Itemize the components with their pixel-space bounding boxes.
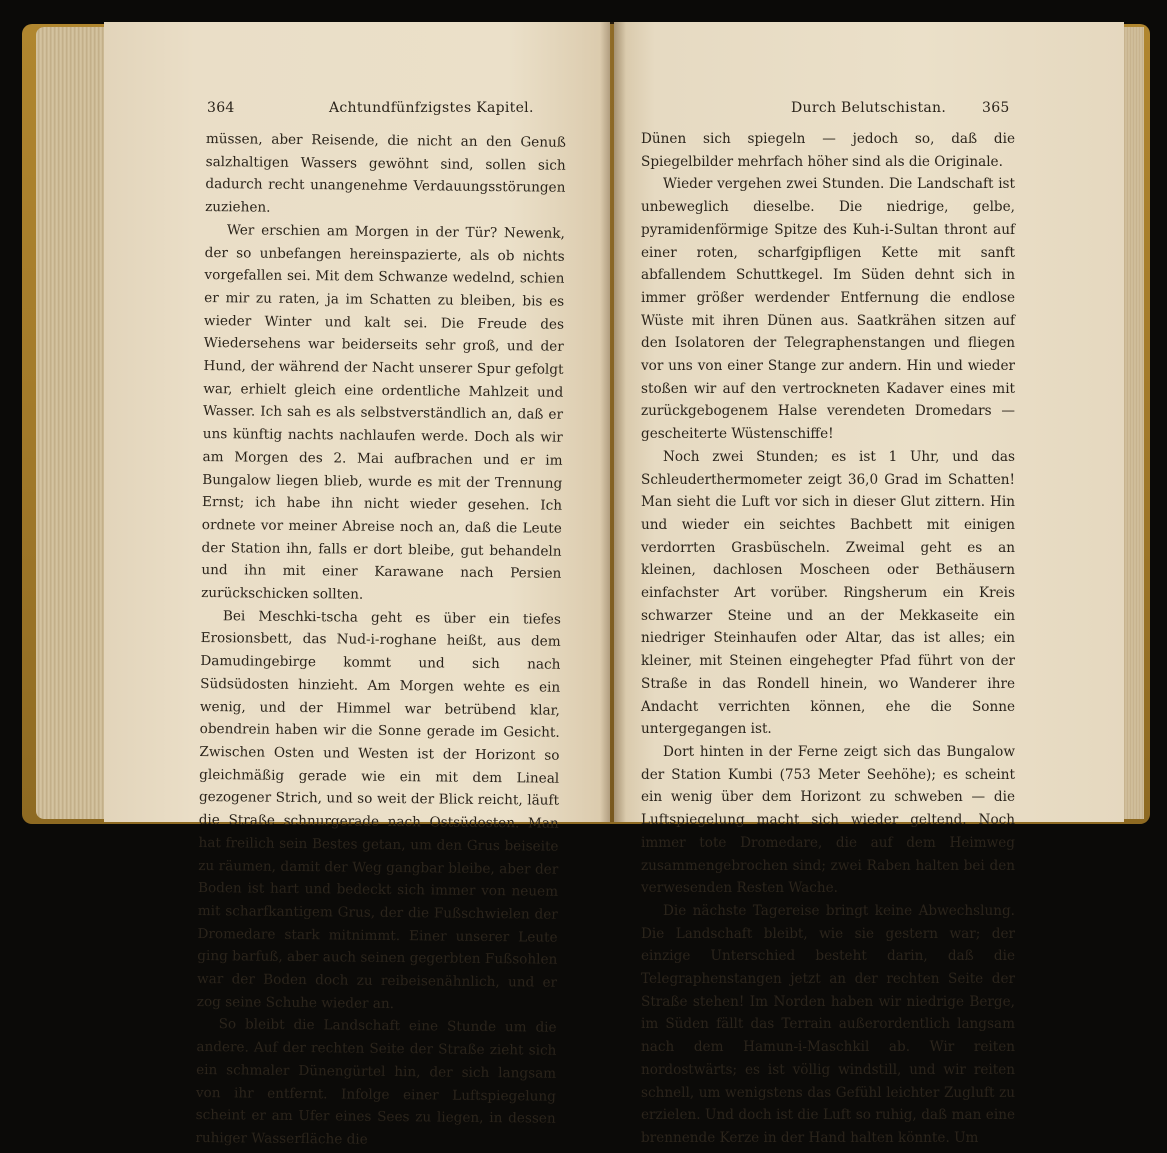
page-edges-left <box>36 27 112 819</box>
left-page-number: 364 <box>207 100 235 116</box>
paragraph: Wer erschien am Morgen in der Tür? Newenk, der so unbefangen hereinspazierte, als ob nichts vorgefallen sei. Mit dem Schwanze wedelnd, schien er mir zu raten, ja im Schatten zu bleiben, bis es wieder Winter und kalt sei. Die Freude des Wiedersehens war beiderseits sehr groß, und der Hund, der während der Nacht unserer Spur gefolgt war, erhielt gleich eine ordentliche Mahlzeit und Wasser. Ich sah es als selbstverständlich an, daß er uns künftig nachts nachlaufen werde. Doch als wir am Morgen des 2. Mai aufbrachen und er im Bungalow liegen blieb, wurde es mit der Trennung Ernst; ich habe ihn nicht wieder gesehen. Ich ordnete vor meiner Abreise noch an, daß die Leute der Station ihn, falls er dort bleibe, gut behandeln und ihn mit einer Karawane nach Persien zurückschicken sollten. <box>201 222 565 603</box>
right-page-text <box>641 128 1015 1150</box>
right-page-number: 365 <box>982 100 1010 116</box>
left-page-text <box>195 128 566 1153</box>
right-running-head: Durch Belutschistan. <box>791 100 947 116</box>
left-running-head: Achtundfünfzigstes Kapitel. <box>329 100 534 116</box>
paragraph: Dünen sich spiegeln — jedoch so, daß die Spiegelbilder mehrfach höher sind als die Originale. <box>641 131 1015 170</box>
left-page <box>104 22 610 1148</box>
paragraph: Dort hinten in der Ferne zeigt sich das Bungalow der Station Kumbi (753 Meter Seehöhe); es scheint ein wenig über dem Horizont zu schweben — die Luftspiegelung macht sich wieder geltend. Noch immer tote Dromedare, die auf dem Heimweg zusammengebrochen sind; zwei Raben halten bei den verwesenden Resten Wache. <box>641 743 1015 897</box>
right-page <box>614 22 1124 1146</box>
paragraph: Noch zwei Stunden; es ist 1 Uhr, und das Schleuderthermometer zeigt 36,0 Grad im Schatten! Man sieht die Luft vor sich in dieser Glut zittern. Hin und wieder ein seichtes Bachbett mit einigen verdorrten Grasbüscheln. Zweimal geht es an kleinen, dachlosen Moscheen oder Bethäusern einfachster Art vorüber. Ringsherum ein Kreis schwarzer Steine und an der Mekkaseite ein niedriger Steinhaufen oder Altar, das ist alles; ein kleiner, mit Steinen eingehegter Pfad führt von der Straße in das Rondell hinein, wo Wanderer ihre Andacht verrichten können, ehe die Sonne untergegangen ist. <box>641 448 1015 738</box>
paragraph: So bleibt die Landschaft eine Stunde um die andere. Auf der rechten Seite der Straße zieht sich ein schmaler Dünengürtel hin, der sich langsam von ihr entfernt. Infolge einer Luftspiegelung scheint er am Ufer eines Sees zu liegen, in dessen ruhiger Wasserfläche die <box>195 1016 557 1148</box>
book-gutter <box>600 22 626 822</box>
paragraph: Die nächste Tagereise bringt keine Abwechslung. Die Landschaft bleibt, wie sie gestern war; der einzige Unterschied besteht darin, daß die Telegraphenstangen jetzt an der rechten Seite der Straße stehen! Im Norden haben wir niedrige Berge, im Süden fällt das Terrain außerordentlich langsam nach dem Hamun-i-Maschkil ab. Wir reiten nordostwärts; es ist völlig windstill, und wir reiten schnell, um wenigstens das Gefühl leichter Zugluft zu erzielen. Und doch ist die Luft so ruhig, daß man eine brennende Kerze in der Hand halten könnte. Um <box>641 902 1015 1146</box>
paragraph: Wieder vergehen zwei Stunden. Die Landschaft ist unbeweglich dieselbe. Die niedrige, gelbe, pyramidenförmige Spitze des Kuh-i-Sultan thront auf einer roten, scharfgipfligen Kette mit sanft abfallendem Schuttkegel. Im Süden dehnt sich in immer größer werdender Entfernung die endlose Wüste mit ihren Dünen aus. Saatkrähen sitzen auf den Isolatoren der Telegraphenstangen und fliegen vor uns von einer Stange zur andern. Hin und wieder stoßen wir auf den vertrockneten Kadaver eines mit zurückgebogenem Halse verendeten Dromedars — gescheiterte Wüstenschiffe! <box>641 176 1015 443</box>
paragraph: Bei Meschki-tscha geht es über ein tiefes Erosionsbett, das Nud-i-roghane heißt, aus dem Damudingebirge kommt und sich nach Südsüdosten hinzieht. Am Morgen wehte es ein wenig, und der Himmel war betrübend klar, obendrein haben wir die Sonne gerade im Gesicht. Zwischen Osten und Westen ist der Horizont so gleichmäßig gerade wie ein mit dem Lineal gezogener Strich, und so weit der Blick reicht, läuft die Straße schnurgerade nach Ostsüdosten. Man hat freilich sein Bestes getan, um den Grus beiseite zu räumen, damit der Weg gangbar bleibe, aber der Boden ist hart und bedeckt sich immer von neuem mit scharfkantigem Grus, der die Fußschwielen der Dromedare stark mitnimmt. Einer unserer Leute ging barfuß, aber auch seinen gegerbten Fußsohlen war der Boden doch zu reibeisenähnlich, und er zog seine Schuhe wieder an. <box>196 607 561 1012</box>
paragraph: müssen, aber Reisende, die nicht an den Genuß salzhaltigen Wassers gewöhnt sind, sollen sich dadurch recht unangenehme Verdauungsstörungen zuziehen. <box>205 130 566 216</box>
